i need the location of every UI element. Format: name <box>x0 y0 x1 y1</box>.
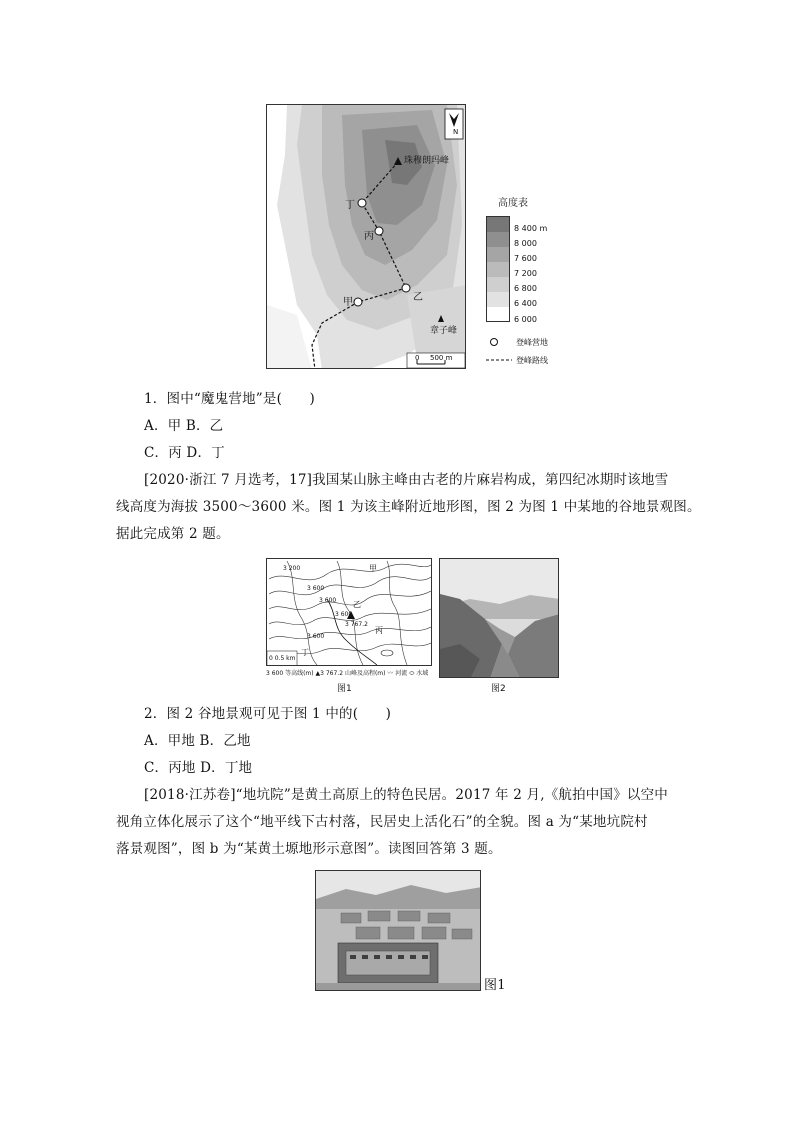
contour-bing-label: 丙 <box>375 626 383 635</box>
camp-ding-marker <box>358 199 366 207</box>
scale-length-label: 500 m <box>430 354 453 362</box>
legend-camp-icon <box>488 336 500 348</box>
contour-map-legend: 3 600 等高线(m) ▲3 767.2 山峰及高程(m) 〰 河流 ⬭ 水域 <box>266 670 429 677</box>
everest-topo-map <box>266 104 466 369</box>
q1-options-ab: A．甲 B．乙 <box>144 418 224 434</box>
legend-route-icon <box>486 357 514 363</box>
intro3-line3: 落景观图”，图 b 为“某黄土塬地形示意图”。读图回答第 3 题。 <box>116 841 502 857</box>
camp-yi-label: 乙 <box>413 292 423 303</box>
contour-3600-label-a: 3 600 <box>307 585 325 592</box>
legend-camp-label: 登峰营地 <box>516 338 548 347</box>
q1-stem: 1．图中“魔鬼营地”是( ) <box>144 391 315 407</box>
legend-value-8000: 8 000 <box>514 239 537 248</box>
q2-stem: 2．图 2 谷地景观可见于图 1 中的( ) <box>144 706 392 722</box>
contour-jia-label: 甲 <box>369 564 377 573</box>
legend-value-6800: 6 800 <box>514 284 537 293</box>
q2-options-ab: A．甲地 B．乙地 <box>144 733 251 749</box>
camp-bing-marker <box>375 227 383 235</box>
contour-scale-label: 0 0.5 km <box>269 655 296 662</box>
figure2-caption: 图2 <box>491 684 506 694</box>
q2-options-cd: C．丙地 D．丁地 <box>144 760 253 776</box>
legend-value-8400: 8 400 m <box>514 224 548 233</box>
zhangzi-label: 章子峰 <box>430 326 458 336</box>
contour-map <box>266 558 432 666</box>
legend-value-7200: 7 200 <box>514 269 537 278</box>
contour-ding-label: 丁 <box>301 648 309 657</box>
dikengyuan-photo-image <box>316 871 481 991</box>
legend-route-label: 登峰路线 <box>516 356 548 365</box>
contour-3600-label-d: 3 600 <box>307 633 325 640</box>
contour-peak-label: 3 767.2 <box>345 621 368 628</box>
everest-label: 珠穆朗玛峰 <box>404 156 450 166</box>
legend-value-7600: 7 600 <box>514 254 537 263</box>
camp-yi-marker <box>402 284 410 292</box>
water-body <box>381 650 393 656</box>
camp-bing-label: 丙 <box>364 231 374 242</box>
legend-title: 高度表 <box>498 198 528 209</box>
contour-3600-label-c: 3 600 <box>335 611 353 618</box>
valley-photo-image <box>440 559 559 678</box>
q1-options-cd: C．丙 D．丁 <box>144 445 225 461</box>
scale-zero-label: 0 <box>415 354 420 362</box>
intro2-line3: 据此完成第 2 题。 <box>116 526 230 542</box>
camp-jia-label: 甲 <box>343 297 353 308</box>
contour-3200-label: 3 200 <box>283 565 301 572</box>
figure3-caption: 图1 <box>484 978 506 993</box>
north-label: N <box>453 128 459 136</box>
camp-ding-label: 丁 <box>345 200 355 211</box>
intro2-line2: 线高度为海拔 3500～3600 米。图 1 为该主峰附近地形图，图 2 为图 1 中某地的谷地景观图。 <box>116 499 701 515</box>
figure1-caption: 图1 <box>337 684 352 694</box>
intro2-line1: [2020·浙江 7 月选考，17]我国某山脉主峰由古老的片麻岩构成，第四纪冰期时该地雪 <box>144 472 669 488</box>
elevation-legend <box>486 194 576 374</box>
dikengyuan-photo <box>315 870 481 991</box>
contour-yi-label: 乙 <box>353 600 361 609</box>
legend-color-bar <box>486 216 510 322</box>
legend-value-6400: 6 400 <box>514 299 537 308</box>
camp-jia-marker <box>354 298 362 306</box>
intro3-line2: 视角立体化展示了这个“地平线下古村落，民居史上活化石”的全貌。图 a 为“某地坑院村 <box>116 814 648 830</box>
contour-3600-label-b: 3 600 <box>319 597 337 604</box>
intro3-line1: [2018·江苏卷]“地坑院”是黄土高原上的特色民居。2017 年 2 月,《航拍中国》以空中 <box>144 787 668 803</box>
valley-photo <box>439 558 559 678</box>
legend-value-6000: 6 000 <box>514 315 537 324</box>
